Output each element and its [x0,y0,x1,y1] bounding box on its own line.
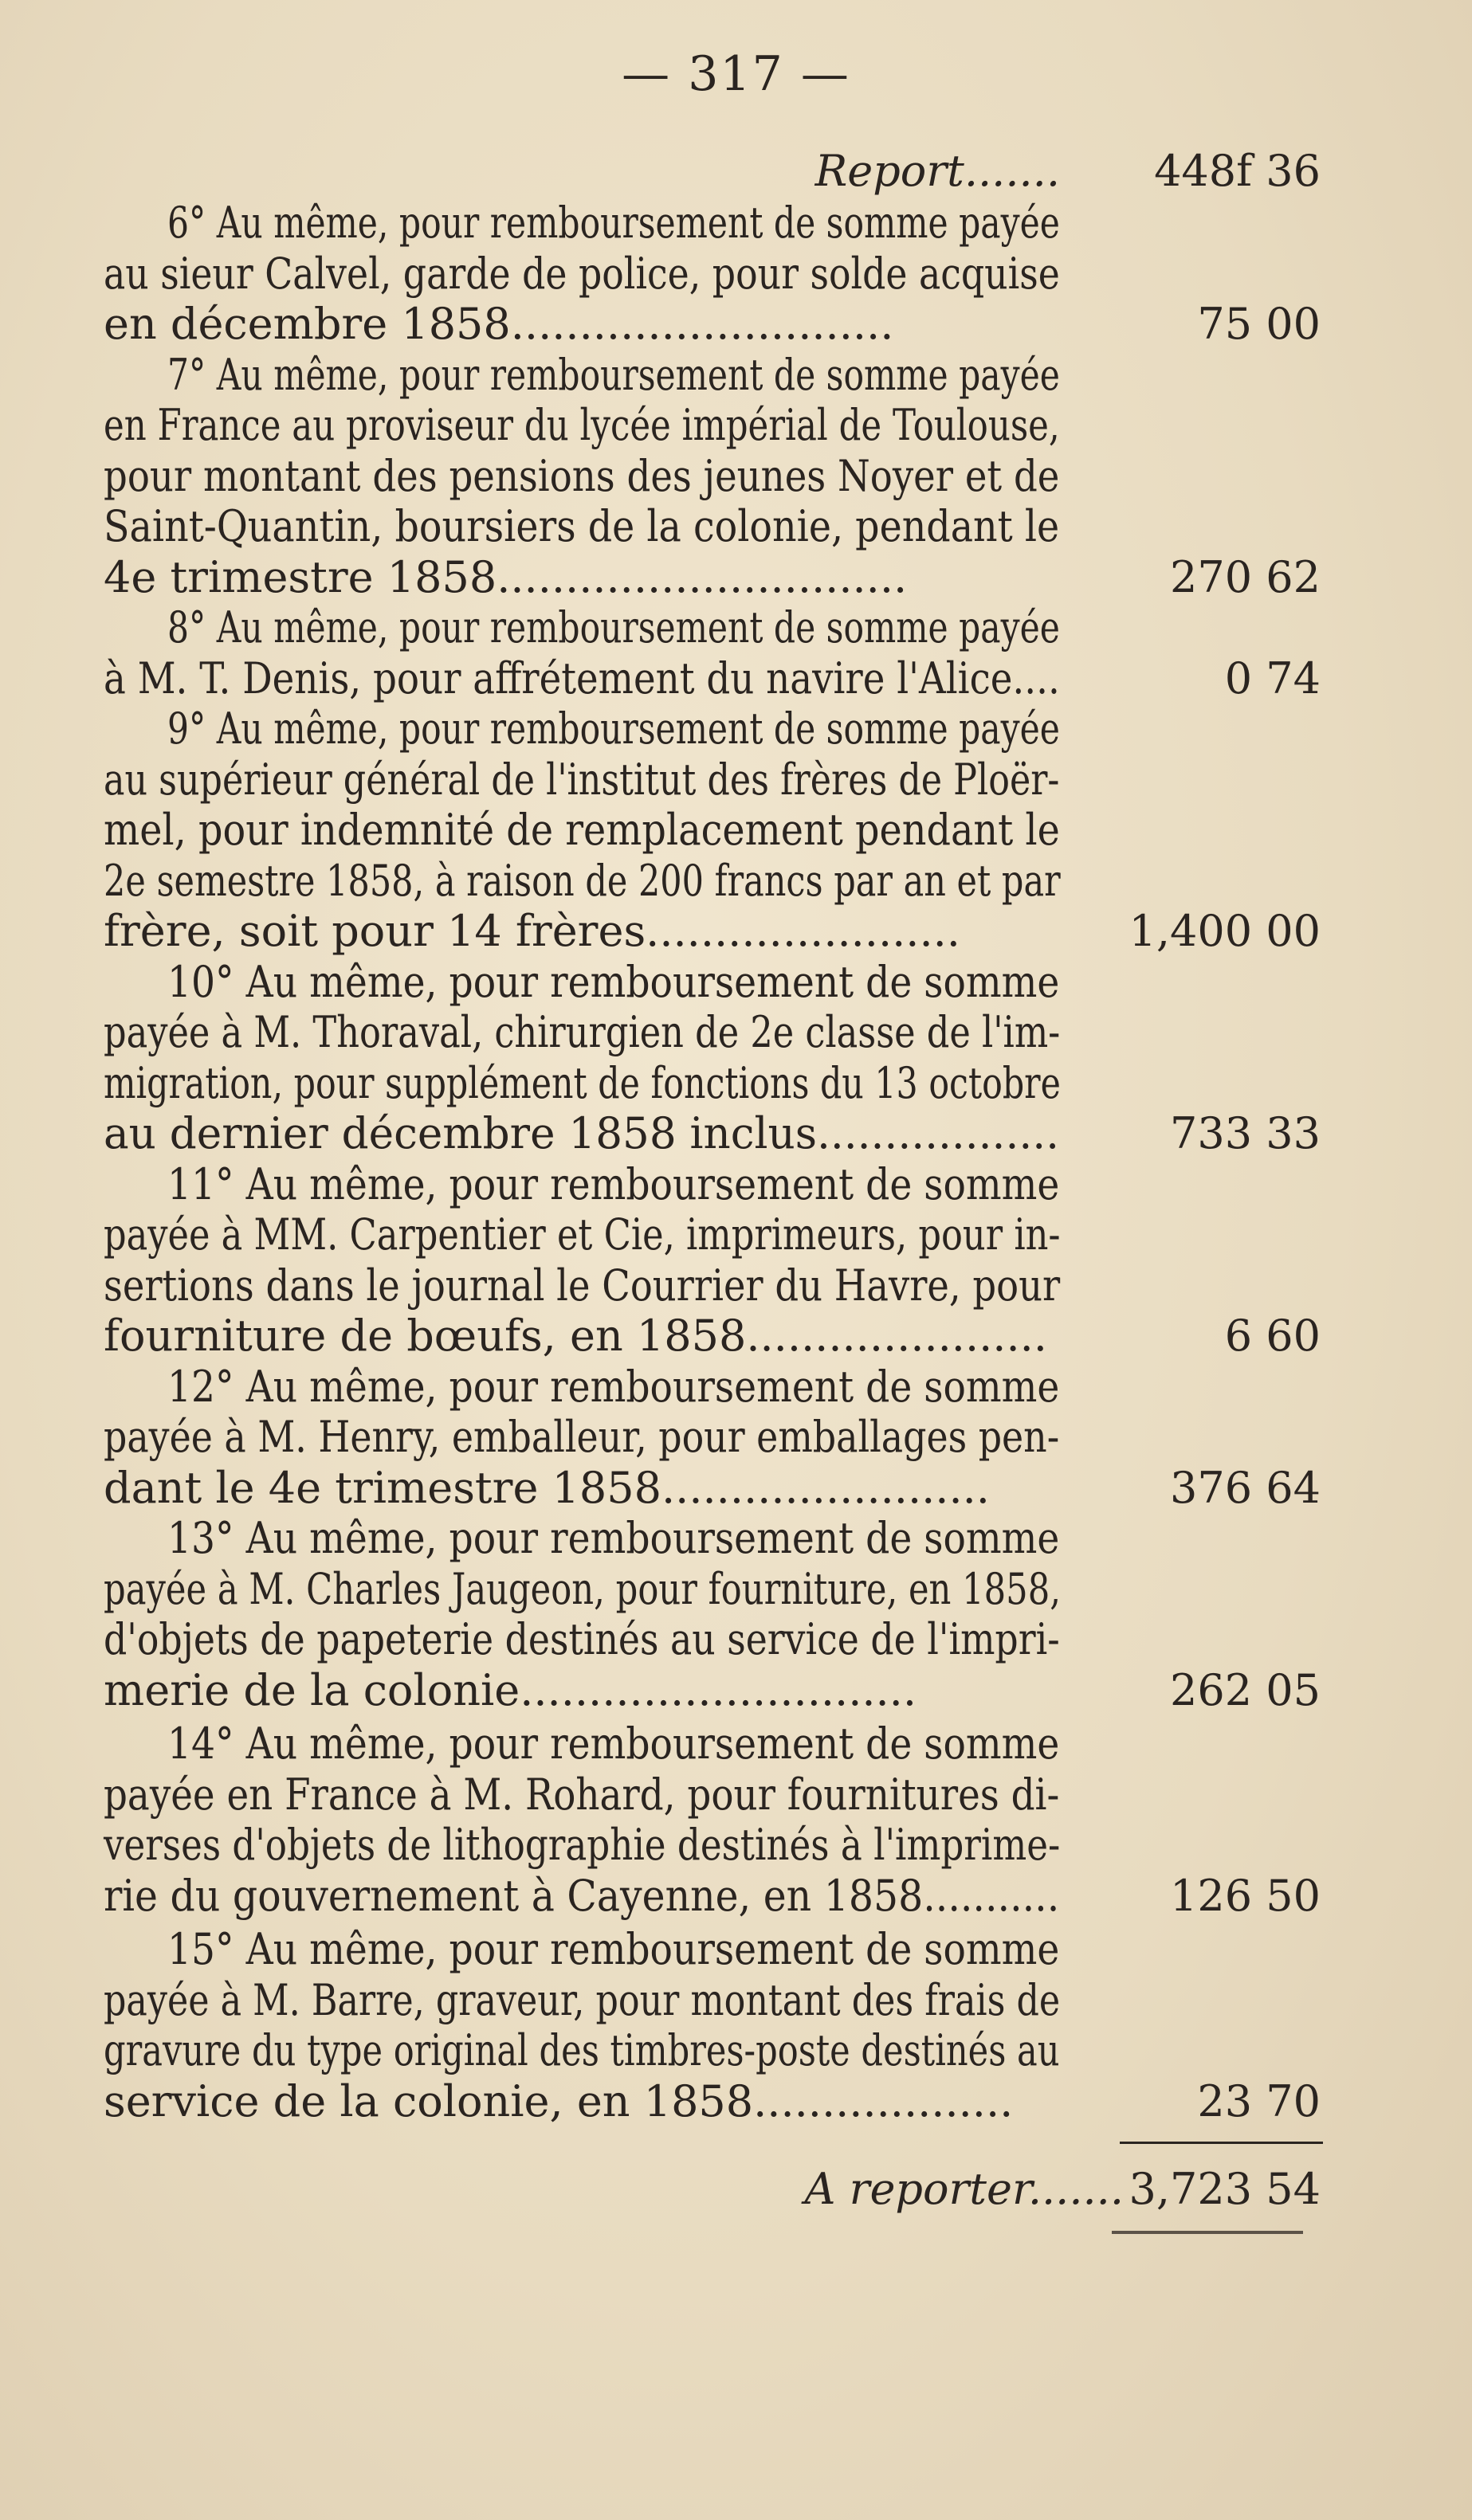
entry-line: 8° Au même, pour remboursement de somme payée [167,602,1060,653]
entry-line: à M. T. Denis, pour affrétement du navire l'Alice.... [104,653,1060,703]
entry-line: payée à M. Henry, emballeur, pour emballages pen- [104,1412,1060,1462]
entry-line: 11° Au même, pour remboursement de somme [167,1159,1060,1209]
entry-line: 2e semestre 1858, à raison de 200 francs par an et par [104,856,1061,906]
entry-line: 15° Au même, pour remboursement de somme [167,1924,1060,1974]
entry-line: verses d'objets de lithographie destinés à l'imprime- [104,1820,1061,1870]
entry-line: au supérieur général de l'institut des frères de Ploër- [104,754,1060,805]
carry-forward-amount: 3,723 54 [1129,2164,1321,2214]
entry-line: fourniture de bœufs, en 1858...................... [104,1312,1047,1360]
entry-line: service de la colonie, en 1858................... [104,2078,1014,2126]
entry-line: Saint-Quantin, boursiers de la colonie, pendant le [104,501,1060,551]
entry-amount: 1,400 00 [1129,906,1321,956]
entry-line: payée à MM. Carpentier et Cie, imprimeurs, pour in- [104,1209,1061,1260]
entry-line: 12° Au même, pour remboursement de somme [167,1362,1060,1412]
entry-line: dant le 4e trimestre 1858........................ [104,1464,990,1512]
report-label-text: Report....... [815,147,1060,195]
entry-line: 10° Au même, pour remboursement de somme [167,957,1060,1007]
total-rule [1120,2142,1323,2144]
report-label [104,147,1060,195]
entry-line: 7° Au même, pour remboursement de somme payée [167,350,1060,400]
carry-forward-label-text: A reporter....... [804,2165,1124,2213]
entry-line: payée à M. Barre, graveur, pour montant des frais de [104,1975,1061,2025]
entry-amount: 0 74 [1224,653,1321,703]
entry-line: 6° Au même, pour remboursement de somme payée [167,198,1060,248]
entry-line: payée en France à M. Rohard, pour fournitures di- [104,1769,1060,1820]
entry-amount: 23 70 [1197,2076,1321,2126]
entry-amount: 6 60 [1224,1311,1321,1361]
entry-amount: 733 33 [1170,1108,1321,1158]
entry-line: d'objets de papeterie destinés au service de l'impri- [104,1614,1060,1664]
entry-line: mel, pour indemnité de remplacement pendant le [104,805,1060,855]
entry-line: gravure du type original des timbres-poste destinés au [104,2025,1060,2075]
entry-line: au sieur Calvel, garde de police, pour solde acquise [104,249,1060,299]
report-amount: 448f 36 [1154,146,1321,196]
entry-line: 13° Au même, pour remboursement de somme [167,1513,1060,1563]
entry-line: payée à M. Charles Jaugeon, pour fourniture, en 1858, [104,1564,1061,1614]
entry-line: payée à M. Thoraval, chirurgien de 2e classe de l'im- [104,1007,1061,1057]
entry-line: frère, soit pour 14 frères....................... [104,907,960,955]
entry-line: pour montant des pensions des jeunes Noyer et de [104,451,1060,501]
page-number: — 317 — [622,46,850,102]
entry-amount: 270 62 [1170,552,1321,602]
entry-line: 14° Au même, pour remboursement de somme [167,1719,1060,1769]
entry-line: rie du gouvernement à Cayenne, en 1858........... [104,1871,1060,1921]
entry-line: merie de la colonie............................. [104,1667,917,1715]
entry-line: migration, pour supplément de fonctions du 13 octobre [104,1058,1061,1108]
entry-amount: 75 00 [1197,299,1321,349]
entry-amount: 376 64 [1170,1463,1321,1513]
entry-line: en France au proviseur du lycée impérial de Toulouse, [104,400,1060,450]
carry-forward-label [104,2165,1124,2213]
closing-rule [1112,2231,1303,2234]
entry-line: 9° Au même, pour remboursement de somme payée [167,703,1060,754]
entry-line: sertions dans le journal le Courrier du Havre, pour [104,1260,1061,1311]
entry-amount: 262 05 [1170,1665,1321,1715]
entry-line: 4e trimestre 1858.............................. [104,554,908,602]
entry-line: en décembre 1858............................ [104,300,894,348]
entry-amount: 126 50 [1170,1871,1321,1921]
entry-line: au dernier décembre 1858 inclus.................. [104,1108,1060,1158]
